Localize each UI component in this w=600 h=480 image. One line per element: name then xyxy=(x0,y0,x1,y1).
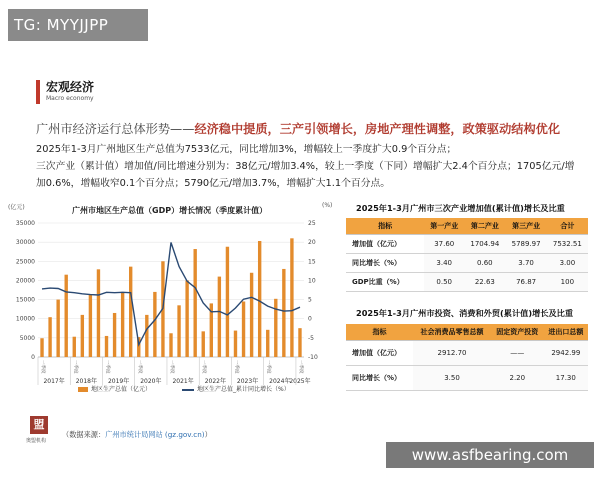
investment-table xyxy=(346,324,588,391)
table-cell: 3.70 xyxy=(505,254,546,273)
bar xyxy=(121,292,124,357)
bar xyxy=(193,249,196,357)
table-header: 第三产业 xyxy=(505,218,546,235)
section-title: 宏观经济 xyxy=(46,80,95,94)
headline-emphasis: 经济稳中提质，三产引领增长，房地产理性调整，政策驱动结构优化 xyxy=(194,122,561,136)
organization-logo: 盟 xyxy=(30,416,48,434)
table-cell: 17.30 xyxy=(544,366,588,391)
legend-bar xyxy=(78,384,151,393)
section-subtitle: Macro economy xyxy=(46,95,94,102)
table-row xyxy=(346,366,588,391)
bar xyxy=(81,315,84,357)
y-tick-right: 10 xyxy=(308,277,316,285)
table-cell: 100 xyxy=(547,273,588,292)
table-cell: 3.50 xyxy=(413,366,491,391)
y-tick-left: 15000 xyxy=(15,296,35,304)
table-cell: 22.63 xyxy=(464,273,505,292)
source-link[interactable]: 广州市统计局网站 (gz.gov.cn) xyxy=(105,430,205,439)
table-cell: —— xyxy=(491,341,544,366)
table-cell: 3.00 xyxy=(547,254,588,273)
x-tick-year: 2021年 xyxy=(172,378,194,385)
table-cell: 2912.70 xyxy=(413,341,491,366)
bar xyxy=(234,331,237,357)
data-source: （数据来源：广州市统计局网站 (gz.gov.cn)） xyxy=(62,430,212,439)
y-tick-left: 10000 xyxy=(15,315,35,323)
x-tick-quarter: 一季度 xyxy=(297,360,303,374)
bar xyxy=(298,328,301,357)
x-tick-quarter: 一季度 xyxy=(104,360,110,374)
x-tick-year: 2020年 xyxy=(140,378,162,385)
x-tick-quarter: 一季度 xyxy=(265,360,271,374)
table-cell: 2.20 xyxy=(491,366,544,391)
table-cell: 1704.94 xyxy=(464,235,505,254)
bar xyxy=(105,336,108,357)
y-tick-right: 15 xyxy=(308,258,316,266)
bar xyxy=(48,317,51,357)
chart-title: 广州市地区生产总值（GDP）增长情况（季度累计值） xyxy=(72,206,268,215)
bar xyxy=(177,305,180,357)
bar xyxy=(202,331,205,357)
bar xyxy=(242,301,245,357)
x-tick-year: 2018年 xyxy=(75,378,98,385)
paragraph-line: 三次产业（累计值）增加值/同比增速分别为：38亿元/增加3.4%，较上一季度（下同）增幅扩大2.4个百分点；1705亿元/增 xyxy=(36,161,575,172)
table-cell: 增加值（亿元） xyxy=(346,341,413,366)
slide xyxy=(0,44,600,470)
bar xyxy=(73,337,76,357)
gdp-chart xyxy=(6,201,336,403)
bar xyxy=(169,333,172,357)
x-tick-quarter: 一季度 xyxy=(136,360,142,374)
bar xyxy=(89,295,92,357)
x-tick-quarter: 一季度 xyxy=(40,360,46,374)
bar xyxy=(56,300,59,357)
table-header: 固定资产投资 xyxy=(491,324,544,341)
headline-lead: 广州市经济运行总体形势—— xyxy=(36,122,195,136)
industry-table xyxy=(346,218,588,292)
x-tick-year: 2022年 xyxy=(204,378,226,385)
table1-title: 2025年1-3月广州市三次产业增加值(累计值)增长及比重 xyxy=(356,203,565,213)
table-header-row xyxy=(346,218,588,235)
table-row xyxy=(346,254,588,273)
bar xyxy=(40,338,43,357)
summary-paragraph xyxy=(36,141,575,192)
table-cell: 0.60 xyxy=(464,254,505,273)
table-header: 第一产业 xyxy=(424,218,464,235)
bar xyxy=(185,280,188,357)
table-header: 指标 xyxy=(346,218,424,235)
legend-line-label: 地区生产总值_累计同比增长（%） xyxy=(197,386,290,393)
bar xyxy=(218,277,221,357)
table-header: 社会消费品零售总额 xyxy=(413,324,491,341)
y-tick-left: 30000 xyxy=(15,239,35,247)
bar xyxy=(145,315,148,357)
y-tick-right: 0 xyxy=(308,315,312,323)
legend-bar-label: 地区生产总值（亿元） xyxy=(91,386,152,393)
legend-bar-swatch xyxy=(78,387,88,392)
bar xyxy=(129,267,132,357)
y-tick-right: 25 xyxy=(308,220,316,227)
bar xyxy=(282,269,285,357)
table-header: 合计 xyxy=(547,218,588,235)
watermark: www.asfbearing.com xyxy=(386,442,594,468)
table-row xyxy=(346,341,588,366)
table-cell: 0.50 xyxy=(424,273,464,292)
bar xyxy=(153,292,156,357)
paragraph-line: 2025年1-3月广州地区生产总值为7533亿元，同比增加3%，增幅较上一季度扩大0.9个百分点； xyxy=(36,144,457,155)
x-tick-quarter: 一季度 xyxy=(72,360,78,374)
table-header: 第二产业 xyxy=(464,218,505,235)
bar xyxy=(266,330,269,357)
y-tick-left: 25000 xyxy=(15,258,35,266)
legend-line xyxy=(182,384,290,393)
bar xyxy=(274,299,277,357)
x-tick-year: 2019年 xyxy=(107,378,130,385)
table-row xyxy=(346,235,588,254)
table-cell: 同比增长（%） xyxy=(346,254,424,273)
organization-name: 奥盟机构 xyxy=(26,438,47,444)
table-header: 进出口总额 xyxy=(544,324,588,341)
bar xyxy=(113,313,116,357)
y-tick-right: 5 xyxy=(308,296,312,304)
table-header: 指标 xyxy=(346,324,413,341)
section-accent-bar xyxy=(36,80,40,104)
x-tick-year: 2025年 xyxy=(289,378,311,385)
bar xyxy=(250,273,253,357)
y-tick-left: 35000 xyxy=(15,220,35,227)
x-tick-quarter: 一季度 xyxy=(233,360,239,374)
table-cell: 增加值（亿元） xyxy=(346,235,424,254)
table-cell: 3.40 xyxy=(424,254,464,273)
x-tick-quarter: 一季度 xyxy=(201,360,207,374)
table-header-row xyxy=(346,324,588,341)
table-cell: 5789.97 xyxy=(505,235,546,254)
table-cell: 7532.51 xyxy=(547,235,588,254)
headline xyxy=(36,120,560,137)
y-tick-left: 20000 xyxy=(15,277,35,285)
tg-label: TG: MYYJJPP xyxy=(8,9,148,41)
y-tick-right: 20 xyxy=(308,239,316,247)
table-cell: 76.87 xyxy=(505,273,546,292)
bar xyxy=(258,241,261,357)
x-tick-year: 2023年 xyxy=(236,378,259,385)
x-tick-year: 2024年 xyxy=(269,378,291,385)
table-row xyxy=(346,273,588,292)
bar xyxy=(226,247,229,357)
bar xyxy=(290,238,293,357)
table-cell: 37.60 xyxy=(424,235,464,254)
chart-left-unit: (亿元) xyxy=(8,204,25,211)
x-tick-quarter: 一季度 xyxy=(169,360,174,374)
table2-title: 2025年1-3月广州市投资、消费和外贸(累计值)增长及比重 xyxy=(356,308,574,318)
legend-line-swatch xyxy=(182,389,194,391)
chart-right-unit: (%) xyxy=(322,202,333,209)
y-tick-right: -5 xyxy=(308,334,314,342)
x-tick-year: 2017年 xyxy=(43,378,65,385)
bar xyxy=(97,269,100,357)
y-tick-right: -10 xyxy=(308,354,318,361)
table-cell: 2942.99 xyxy=(544,341,588,366)
table-cell: 同比增长（%） xyxy=(346,366,413,391)
y-tick-left: 0 xyxy=(31,354,35,361)
y-tick-left: 5000 xyxy=(19,334,35,342)
table-cell: GDP比重（%） xyxy=(346,273,424,292)
paragraph-line: 加0.6%，增幅收窄0.1个百分点；5790亿元/增加3.7%，增幅扩大1.1个百分点。 xyxy=(36,178,391,189)
bar xyxy=(65,275,68,357)
